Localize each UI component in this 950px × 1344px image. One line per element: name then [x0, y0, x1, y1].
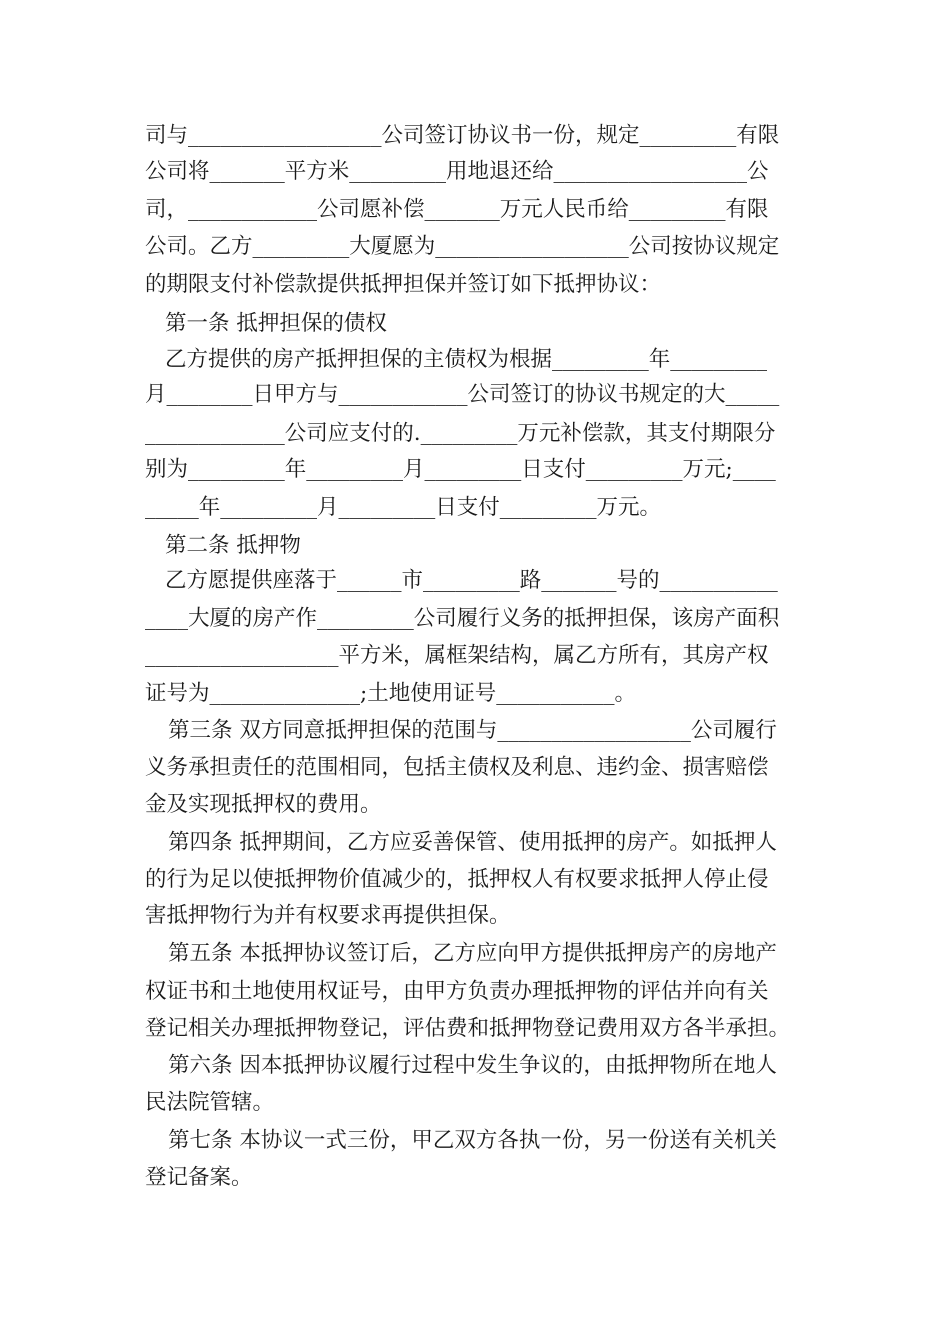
paragraph-line: _____年_________月_________日支付_________万元。	[145, 495, 662, 520]
paragraph-line: 的期限支付补偿款提供抵押担保并签订如下抵押协议：	[145, 272, 662, 297]
paragraph-line: 权证书和土地使用权证号，由甲方负责办理抵押物的评估并向有关	[145, 979, 769, 1004]
paragraph-line: _____________公司应支付的._________万元补偿款，其支付期限分	[145, 421, 776, 446]
article-paragraph: 第五条 本抵押协议签订后，乙方应向甲方提供抵押房产的房地产	[168, 941, 777, 966]
article-paragraph: 第三条 双方同意抵押担保的范围与__________________公司履行	[168, 718, 777, 743]
paragraph-line: __________________平方米，属框架结构，属乙方所有，其房产权	[145, 643, 769, 668]
paragraph-line: 别为_________年_________月_________日支付_________万元;____	[145, 457, 776, 482]
paragraph-line: 公司将_______平方米_________用地退还给__________________公	[145, 159, 769, 184]
paragraph-line: 登记备案。	[145, 1165, 253, 1190]
paragraph-line: 乙方提供的房产抵押担保的主债权为根据_________年_________	[165, 347, 768, 372]
paragraph-line: 公司。乙方_________大厦愿为__________________公司按协议规定	[145, 234, 780, 259]
article-paragraph: 第四条 抵押期间，乙方应妥善保管、使用抵押的房产。如抵押人	[168, 830, 777, 855]
paragraph-line: 司，____________公司愿补偿_______万元人民币给_________有限	[145, 197, 769, 222]
paragraph-line: 民法院管辖。	[145, 1090, 275, 1115]
paragraph-line: 登记相关办理抵押物登记，评估费和抵押物登记费用双方各半承担。	[145, 1016, 791, 1041]
paragraph-line: 月________日甲方与____________公司签订的协议书规定的大_____	[145, 382, 780, 407]
paragraph-line: 害抵押物行为并有权要求再提供担保。	[145, 903, 511, 928]
paragraph-line: ____大厦的房产作_________公司履行义务的抵押担保，该房产面积	[145, 606, 780, 631]
paragraph-line: 司与__________________公司签订协议书一份，规定_________有限	[145, 123, 780, 148]
article-paragraph: 第六条 因本抵押协议履行过程中发生争议的，由抵押物所在地人	[168, 1053, 777, 1078]
paragraph-line: 义务承担责任的范围相同，包括主债权及利息、违约金、损害赔偿	[145, 755, 769, 780]
article-paragraph: 第七条 本协议一式三份，甲乙双方各执一份，另一份送有关机关	[168, 1128, 777, 1153]
article-heading: 第二条 抵押物	[165, 533, 301, 558]
paragraph-line: 证号为______________;土地使用证号___________。	[145, 681, 636, 706]
paragraph-line: 金及实现抵押权的费用。	[145, 792, 382, 817]
article-heading: 第一条 抵押担保的债权	[165, 311, 387, 336]
paragraph-line: 的行为足以使抵押物价值减少的，抵押权人有权要求抵押人停止侵	[145, 867, 769, 892]
paragraph-line: 乙方愿提供座落于______市_________路_______号的___________	[165, 568, 778, 593]
